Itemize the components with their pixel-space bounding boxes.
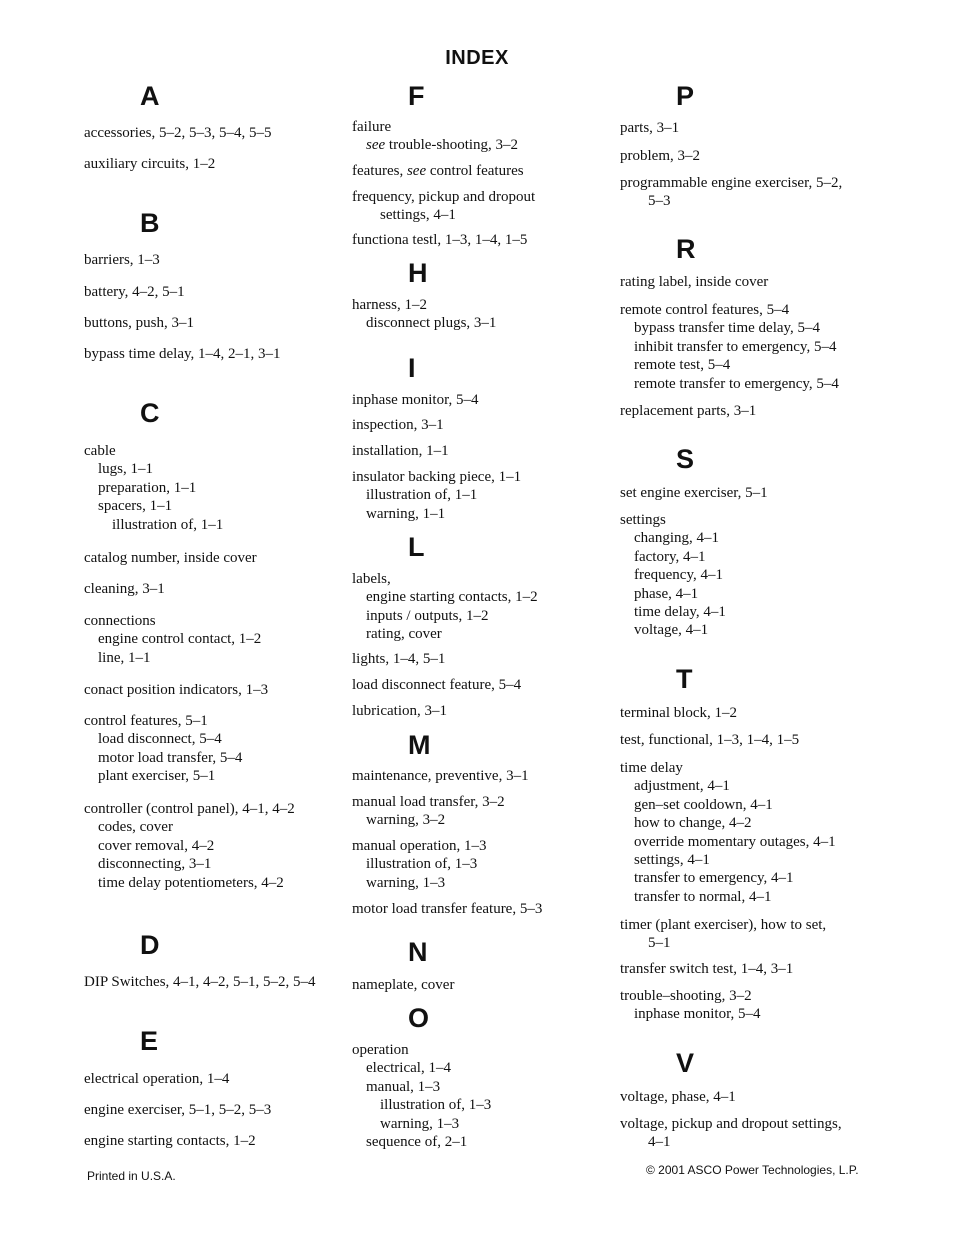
index-subentry: warning, 1–3 (380, 1115, 460, 1132)
section-letter-b: B (140, 208, 160, 238)
index-entry-text: auxiliary circuits, 1–2 (84, 156, 216, 172)
index-subentry: engine starting contacts, 1–2 (366, 589, 538, 606)
index-entry-text: battery, 4–2, 5–1 (84, 284, 185, 300)
index-subentry: warning, 3–2 (366, 812, 446, 829)
entry-term: features, (352, 163, 407, 179)
index-entry-text: labels, (352, 571, 391, 587)
index-subentry: electrical, 1–4 (366, 1060, 451, 1077)
index-subentry: how to change, 4–2 (634, 815, 752, 832)
footer-copyright: © 2001 ASCO Power Technologies, L.P. (646, 1163, 859, 1177)
index-entry-text: barriers, 1–3 (84, 252, 160, 268)
index-entry-text: load disconnect feature, 5–4 (352, 677, 522, 693)
index-entry (352, 416, 444, 434)
index-entry (84, 442, 223, 534)
index-entry-text: maintenance, preventive, 3–1 (352, 768, 529, 784)
index-subentry: 5–3 (648, 193, 671, 210)
index-subentry: illustration of, 1–1 (112, 516, 224, 533)
index-entry-text: test, functional, 1–3, 1–4, 1–5 (620, 732, 800, 748)
index-entry (352, 118, 518, 155)
index-entry-text: lights, 1–4, 5–1 (352, 651, 446, 667)
index-subentry: disconnect plugs, 3–1 (366, 315, 497, 332)
index-subentry: illustration of, 1–3 (380, 1097, 492, 1114)
index-entry (620, 731, 799, 749)
index-entry (620, 916, 826, 953)
index-subentry: illustration of, 1–1 (366, 487, 478, 504)
index-subentry: manual, 1–3 (366, 1078, 441, 1095)
index-entry-text: parts, 3–1 (620, 120, 680, 136)
index-entry (352, 296, 496, 333)
index-entry (352, 468, 521, 523)
index-entry (84, 345, 281, 363)
index-entry-text: lubrication, 3–1 (352, 703, 447, 719)
section-letter-i: I (408, 353, 416, 383)
index-subentry: preparation, 1–1 (98, 479, 197, 496)
index-entry (84, 124, 271, 142)
index-entry-text: control features, 5–1 (84, 713, 208, 729)
index-subentry: 4–1 (648, 1134, 671, 1151)
index-entry-text: nameplate, cover (352, 977, 455, 993)
index-entry (84, 800, 295, 892)
index-entry (84, 549, 257, 567)
index-entry-text: frequency, pickup and dropout (352, 189, 536, 205)
index-subentry: voltage, 4–1 (634, 622, 709, 639)
index-subentry: changing, 4–1 (634, 530, 719, 547)
index-entry-text: conact position indicators, 1–3 (84, 682, 269, 698)
index-entry (352, 900, 542, 918)
page-title: INDEX (445, 47, 509, 69)
index-entry-text: set engine exerciser, 5–1 (620, 485, 768, 501)
index-entry (620, 273, 768, 291)
section-letter-v: V (676, 1048, 695, 1078)
index-entry (620, 301, 839, 393)
index-entry (352, 231, 527, 249)
index-entry-text: controller (control panel), 4–1, 4–2 (84, 801, 295, 817)
index-entry-text: engine exerciser, 5–1, 5–2, 5–3 (84, 1102, 272, 1118)
index-subentry: settings, 4–1 (634, 852, 710, 869)
section-letter-f: F (408, 81, 425, 111)
index-entry (84, 681, 268, 699)
index-entry (620, 119, 679, 137)
index-subentry: frequency, 4–1 (634, 567, 723, 584)
see-reference: see (366, 137, 386, 154)
index-subentry: factory, 4–1 (634, 548, 706, 565)
index-entry-text: inphase monitor, 5–4 (352, 392, 479, 408)
index-entry-text: engine starting contacts, 1–2 (84, 1133, 256, 1149)
index-entry (620, 484, 768, 502)
index-entry (84, 712, 242, 786)
index-subentry: transfer to normal, 4–1 (634, 888, 772, 905)
index-entry-text: harness, 1–2 (352, 297, 427, 313)
index-entry (352, 793, 505, 830)
index-entry (620, 147, 700, 165)
index-subentry: inputs / outputs, 1–2 (366, 607, 489, 624)
index-subentry: time delay potentiometers, 4–2 (98, 874, 284, 891)
index-entry (352, 650, 445, 668)
index-entry-text: electrical operation, 1–4 (84, 1071, 230, 1087)
index-entry (352, 162, 524, 180)
index-entry-text: motor load transfer feature, 5–3 (352, 901, 543, 917)
index-subentry: sequence of, 2–1 (366, 1134, 468, 1151)
index-entry (352, 188, 535, 225)
index-subentry: remote transfer to emergency, 5–4 (634, 375, 839, 392)
index-subentry: adjustment, 4–1 (634, 778, 730, 795)
section-letter-d: D (140, 930, 160, 960)
section-letter-r: R (676, 234, 696, 264)
index-entry (84, 1101, 271, 1119)
index-entry (352, 1041, 491, 1151)
reference-target: trouble-shooting, 3–2 (385, 137, 519, 154)
see-reference: see (406, 163, 427, 179)
section-letter-t: T (676, 664, 693, 694)
reference-target: control features (426, 163, 524, 179)
index-entry (352, 391, 478, 409)
index-entry (620, 174, 842, 211)
index-subentry: load disconnect, 5–4 (98, 731, 222, 748)
index-subentry: gen–set cooldown, 4–1 (634, 796, 773, 813)
index-subentry: engine control contact, 1–2 (98, 631, 262, 648)
index-entry (620, 704, 737, 722)
section-letter-e: E (140, 1026, 159, 1056)
index-entry-text: voltage, phase, 4–1 (620, 1089, 736, 1105)
footer-printed-in: Printed in U.S.A. (87, 1169, 176, 1183)
index-subentry: disconnecting, 3–1 (98, 856, 212, 873)
index-entry-text: replacement parts, 3–1 (620, 403, 757, 419)
index-entry (620, 960, 793, 978)
index-entry-text: rating label, inside cover (620, 274, 769, 290)
index-subentry: spacers, 1–1 (98, 498, 173, 515)
index-entry-text: settings (620, 512, 666, 528)
index-subentry: lugs, 1–1 (98, 461, 154, 478)
index-entry (84, 155, 215, 173)
section-letter-h: H (408, 258, 428, 288)
index-subentry: remote test, 5–4 (634, 357, 731, 374)
index-entry-text: buttons, push, 3–1 (84, 315, 195, 331)
index-entry (352, 442, 449, 460)
index-entry (620, 759, 836, 906)
index-entry-text: remote control features, 5–4 (620, 302, 790, 318)
index-entry-text: cleaning, 3–1 (84, 581, 165, 597)
index-entry (620, 511, 726, 640)
index-subentry: line, 1–1 (98, 649, 151, 666)
index-subentry: illustration of, 1–3 (366, 856, 478, 873)
index-subentry: cover removal, 4–2 (98, 837, 215, 854)
index-entry (352, 767, 529, 785)
section-letter-p: P (676, 81, 695, 111)
index-entry (84, 283, 185, 301)
index-entry (620, 1088, 736, 1106)
section-letter-c: C (140, 398, 160, 428)
index-subentry: motor load transfer, 5–4 (98, 749, 243, 766)
index-entry (620, 1115, 842, 1152)
index-subentry: 5–1 (648, 935, 671, 952)
index-entry-text: transfer switch test, 1–4, 3–1 (620, 961, 794, 977)
index-subentry: settings, 4–1 (380, 207, 456, 224)
index-entry-text: insulator backing piece, 1–1 (352, 469, 522, 485)
index-entry-text: inspection, 3–1 (352, 417, 444, 433)
index-entry (352, 676, 521, 694)
index-entry (84, 580, 165, 598)
index-entry (352, 570, 538, 644)
index-entry-text: installation, 1–1 (352, 443, 449, 459)
index-subentry: rating, cover (366, 626, 442, 643)
index-subentry: time delay, 4–1 (634, 604, 726, 621)
index-entry (352, 837, 487, 892)
index-subentry: codes, cover (98, 819, 173, 836)
index-subentry: plant exerciser, 5–1 (98, 768, 216, 785)
index-subentry (352, 136, 518, 154)
index-entry (84, 973, 316, 991)
index-entry-text (352, 162, 524, 180)
index-subentry: warning, 1–1 (366, 505, 446, 522)
index-entry (84, 1132, 256, 1150)
index-subentry: phase, 4–1 (634, 585, 699, 602)
index-entry-text: manual load transfer, 3–2 (352, 794, 505, 810)
section-letter-o: O (408, 1003, 430, 1033)
index-entry-text: cable (84, 443, 116, 459)
index-entry (84, 1070, 229, 1088)
index-subentry: inphase monitor, 5–4 (634, 1006, 761, 1023)
index-entry-text: catalog number, inside cover (84, 550, 257, 566)
index-entry-text: operation (352, 1042, 409, 1058)
index-subentry: override momentary outages, 4–1 (634, 833, 836, 850)
index-subentry: bypass transfer time delay, 5–4 (634, 320, 821, 337)
index-entry-text: bypass time delay, 1–4, 2–1, 3–1 (84, 346, 281, 362)
section-letter-l: L (408, 532, 425, 562)
index-entry (620, 402, 756, 420)
index-entry-text: timer (plant exerciser), how to set, (620, 917, 827, 933)
section-letter-m: M (408, 730, 431, 760)
index-entry-text: voltage, pickup and dropout settings, (620, 1116, 842, 1132)
index-entry-text: time delay (620, 760, 683, 776)
index-entry-text: DIP Switches, 4–1, 4–2, 5–1, 5–2, 5–4 (84, 974, 316, 990)
index-entry (620, 987, 760, 1024)
index-entry-text: accessories, 5–2, 5–3, 5–4, 5–5 (84, 125, 272, 141)
index-entry-text: manual operation, 1–3 (352, 838, 487, 854)
index-entry (84, 251, 160, 269)
index-entry-text: terminal block, 1–2 (620, 705, 738, 721)
index-entry-text: problem, 3–2 (620, 148, 700, 164)
index-entry-text: programmable engine exerciser, 5–2, (620, 175, 843, 191)
section-letter-s: S (676, 444, 695, 474)
index-entry (352, 702, 447, 720)
index-entry (84, 314, 194, 332)
index-entry-text: functiona testl, 1–3, 1–4, 1–5 (352, 232, 528, 248)
index-entry-text: failure (352, 119, 392, 135)
index-subentry: transfer to emergency, 4–1 (634, 870, 794, 887)
index-entry (84, 612, 261, 667)
index-entry (352, 976, 454, 994)
section-letter-n: N (408, 937, 428, 967)
index-entry-text: connections (84, 613, 156, 629)
index-subentry: warning, 1–3 (366, 874, 446, 891)
index-entry-text: trouble–shooting, 3–2 (620, 988, 752, 1004)
index-subentry: inhibit transfer to emergency, 5–4 (634, 338, 837, 355)
section-letter-a: A (140, 81, 160, 111)
